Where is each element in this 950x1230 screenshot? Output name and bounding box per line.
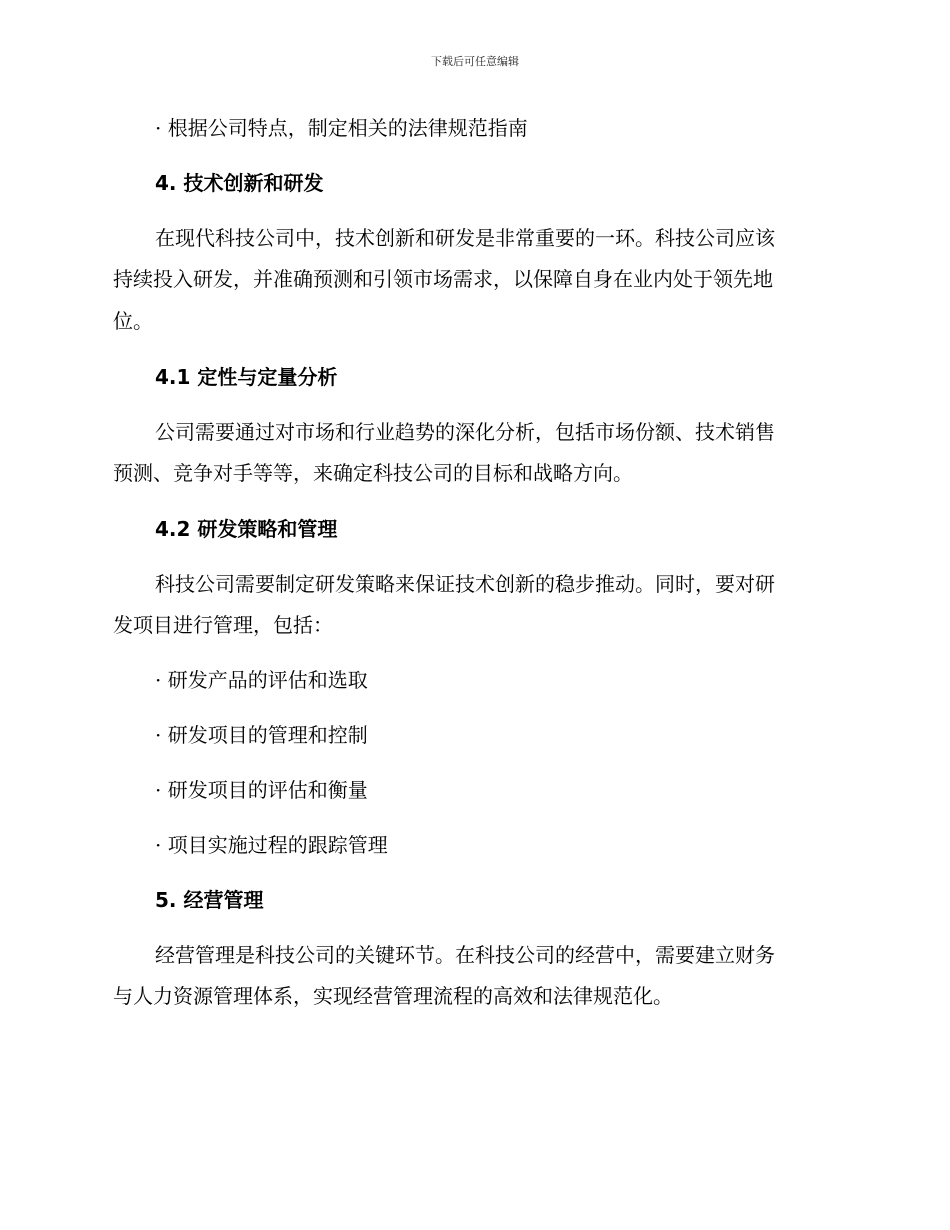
list-item: · 研发产品的评估和选取 [155, 668, 368, 692]
paragraph-4-line-3: 位。 [113, 309, 153, 333]
section-heading-4-1: 4.1 定性与定量分析 [155, 365, 338, 389]
bullet-legal-guide: · 根据公司特点，制定相关的法律规范指南 [155, 116, 528, 140]
section-heading-5: 5. 经营管理 [155, 888, 264, 912]
paragraph-4-line-1: 在现代科技公司中，技术创新和研发是非常重要的一环。科技公司应该 [155, 226, 775, 250]
section-heading-4: 4. 技术创新和研发 [155, 171, 324, 195]
paragraph-5-line-2: 与人力资源管理体系，实现经营管理流程的高效和法律规范化。 [113, 984, 673, 1008]
section-heading-4-2: 4.2 研发策略和管理 [155, 517, 338, 541]
page-header: 下载后可任意编辑 [431, 55, 519, 68]
paragraph-4-line-2: 持续投入研发，并准确预测和引领市场需求，以保障自身在业内处于领先地 [113, 267, 773, 291]
paragraph-4-2-line-2: 发项目进行管理，包括： [113, 613, 333, 637]
paragraph-4-1-line-1: 公司需要通过对市场和行业趋势的深化分析，包括市场份额、技术销售 [155, 420, 775, 444]
list-item: · 项目实施过程的跟踪管理 [155, 833, 388, 857]
paragraph-4-1-line-2: 预测、竞争对手等等，来确定科技公司的目标和战略方向。 [113, 461, 633, 485]
paragraph-4-2-line-1: 科技公司需要制定研发策略来保证技术创新的稳步推动。同时，要对研 [155, 572, 775, 596]
paragraph-5-line-1: 经营管理是科技公司的关键环节。在科技公司的经营中，需要建立财务 [155, 943, 775, 967]
list-item: · 研发项目的评估和衡量 [155, 778, 368, 802]
list-item: · 研发项目的管理和控制 [155, 723, 368, 747]
